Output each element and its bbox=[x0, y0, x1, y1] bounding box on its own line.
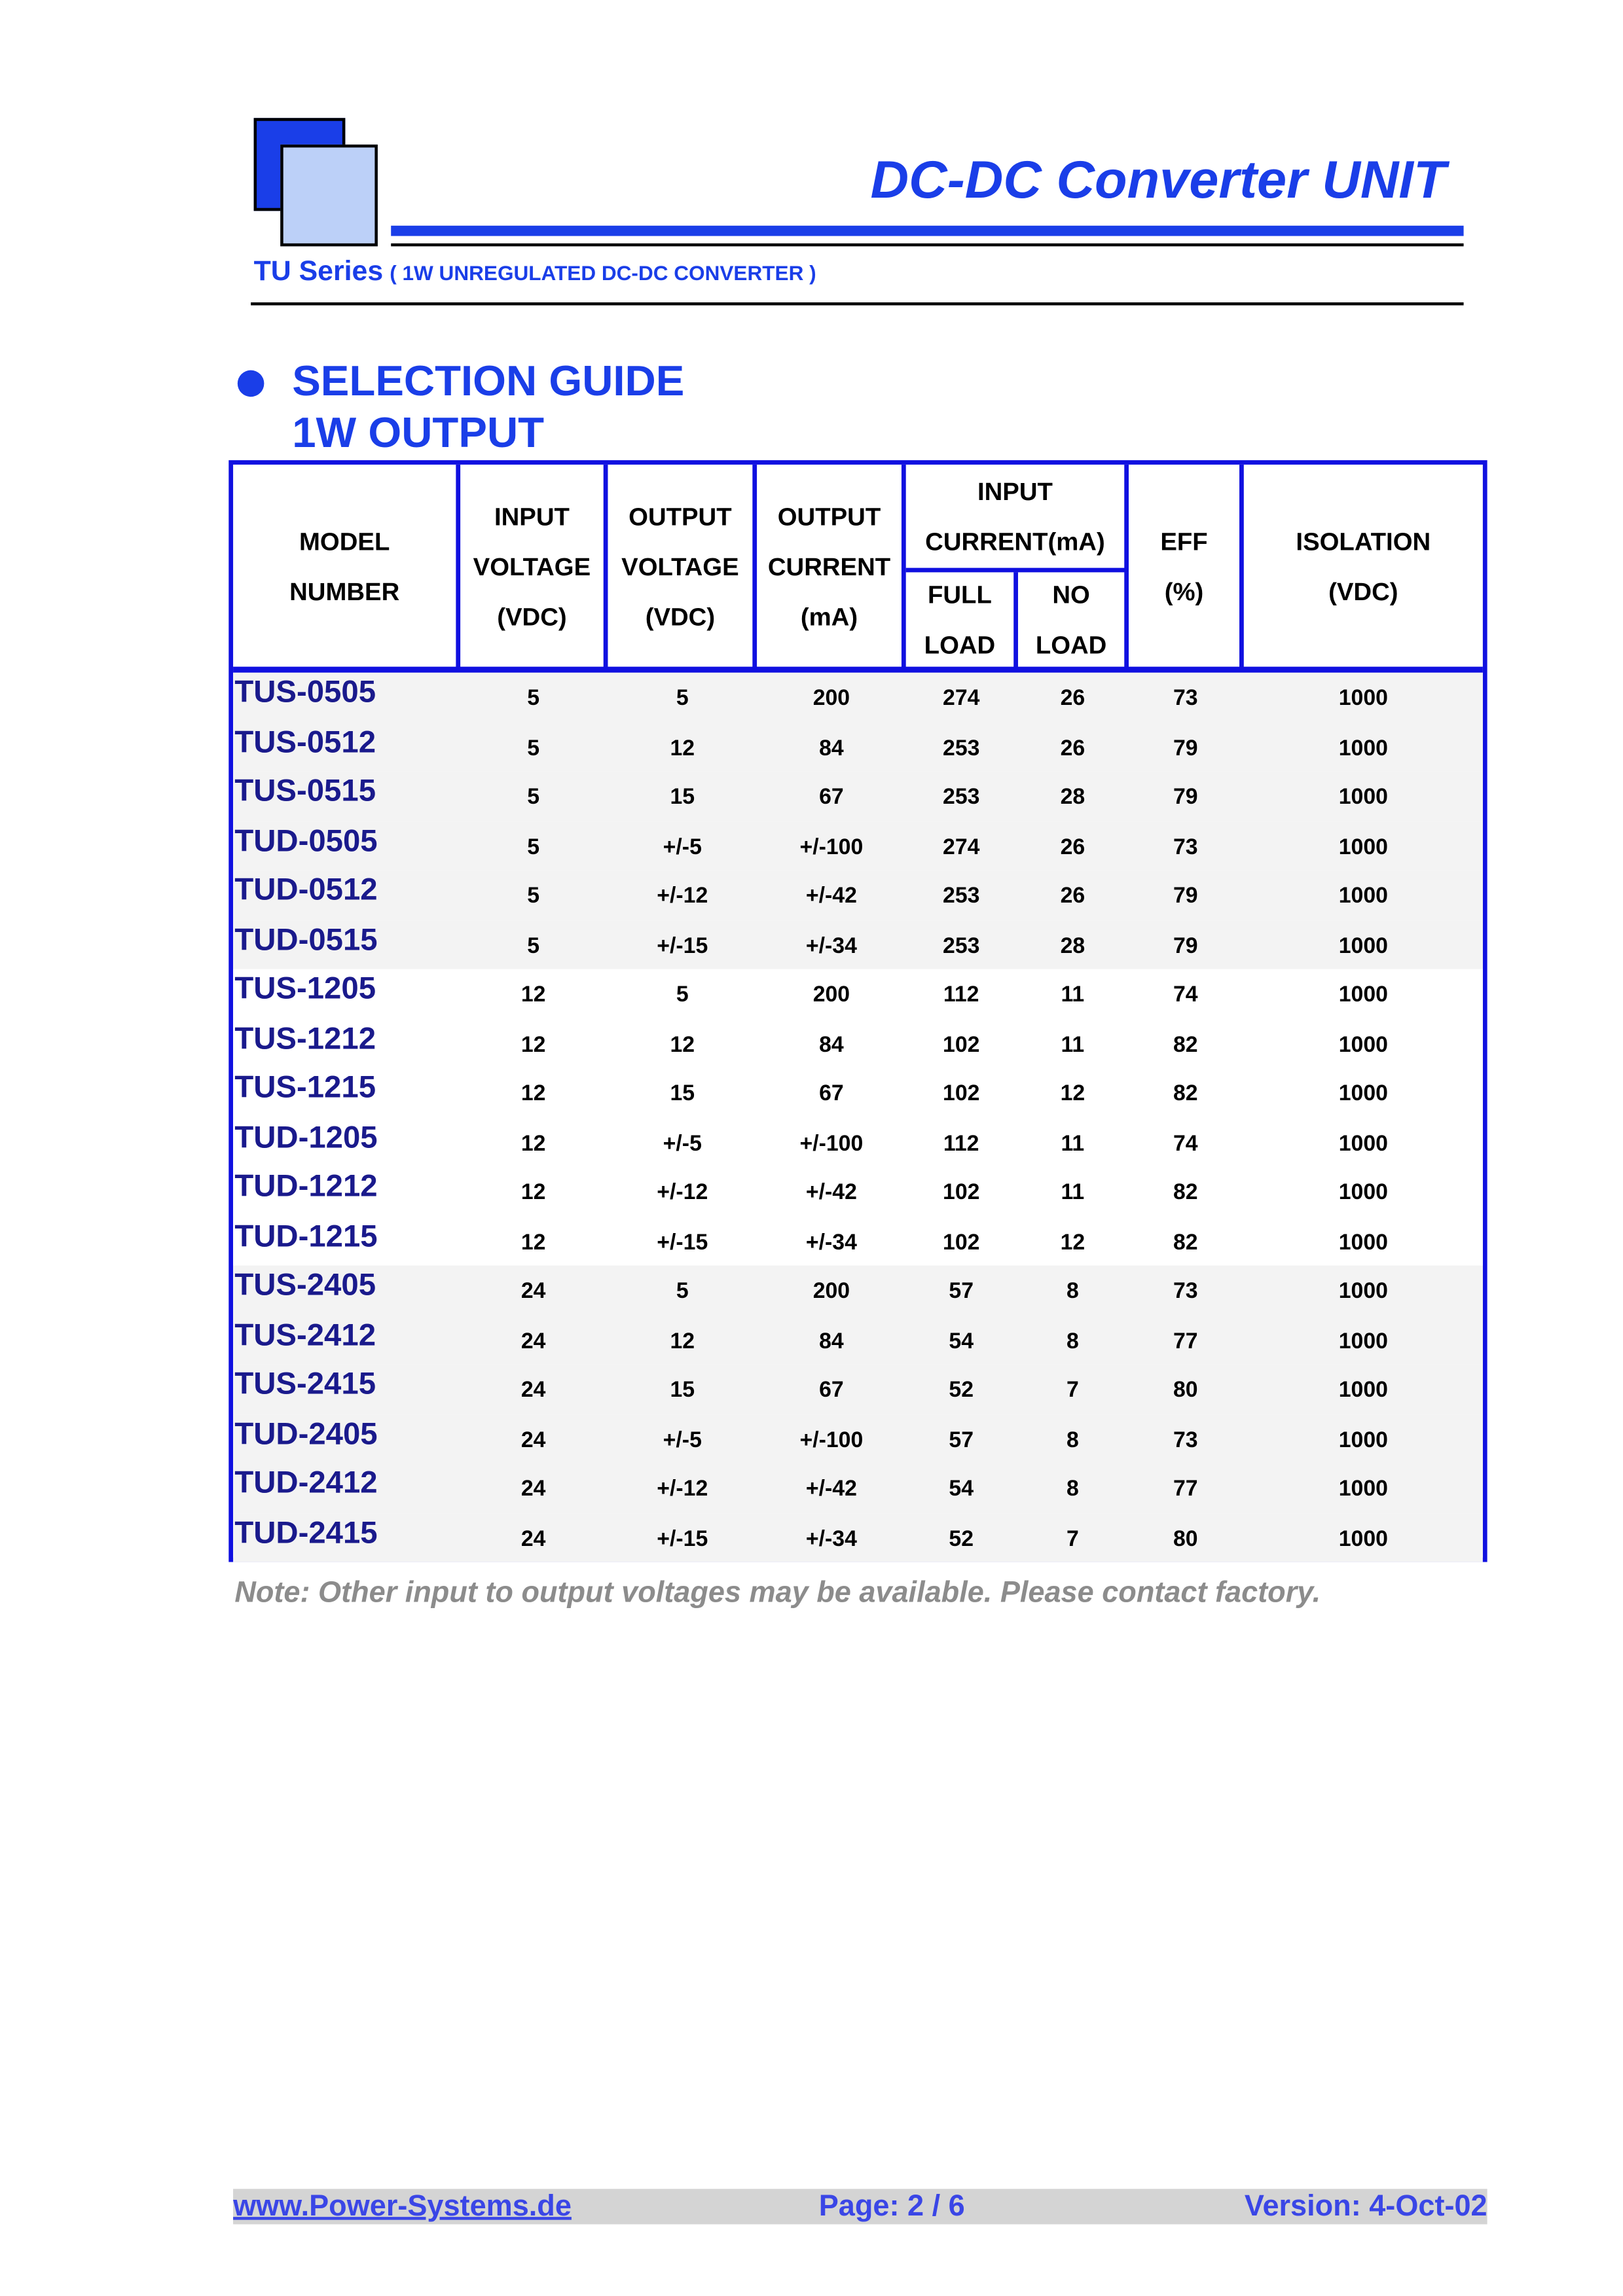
cell-model: TUD-0512 bbox=[234, 873, 378, 907]
cell-efficiency: 82 bbox=[1173, 1081, 1198, 1107]
cell-no-load-current: 26 bbox=[1060, 834, 1085, 859]
cell-input-voltage: 5 bbox=[527, 883, 540, 909]
cell-efficiency: 74 bbox=[1173, 982, 1198, 1008]
cell-no-load-current: 11 bbox=[1061, 1031, 1085, 1057]
cell-model: TUS-1212 bbox=[234, 1021, 376, 1056]
table-row bbox=[233, 1167, 1483, 1216]
cell-output-voltage: 12 bbox=[670, 735, 695, 761]
cell-isolation: 1000 bbox=[1338, 1031, 1388, 1057]
cell-output-current: +/-42 bbox=[805, 1476, 857, 1502]
cell-output-current: +/-100 bbox=[799, 834, 864, 859]
header-divider-line bbox=[233, 667, 1483, 673]
cell-full-load-current: 253 bbox=[943, 735, 980, 761]
cell-output-current: 200 bbox=[812, 982, 850, 1008]
header-divider bbox=[391, 243, 1463, 247]
cell-no-load-current: 12 bbox=[1060, 1229, 1085, 1255]
cell-isolation: 1000 bbox=[1338, 933, 1388, 958]
cell-no-load-current: 8 bbox=[1066, 1427, 1079, 1452]
cell-input-voltage: 24 bbox=[520, 1427, 546, 1452]
cell-efficiency: 79 bbox=[1173, 735, 1198, 761]
header-full-load: FULL LOAD bbox=[906, 572, 1018, 670]
cell-isolation: 1000 bbox=[1338, 1427, 1388, 1452]
cell-efficiency: 77 bbox=[1173, 1328, 1198, 1354]
cell-input-voltage: 5 bbox=[527, 834, 540, 859]
cell-isolation: 1000 bbox=[1338, 982, 1388, 1008]
cell-no-load-current: 12 bbox=[1060, 1081, 1085, 1107]
cell-no-load-current: 11 bbox=[1061, 1130, 1085, 1156]
cell-no-load-current: 26 bbox=[1060, 685, 1085, 711]
cell-model: TUS-1205 bbox=[234, 972, 376, 1006]
cell-efficiency: 79 bbox=[1173, 883, 1198, 909]
cell-model: TUD-2405 bbox=[234, 1416, 378, 1451]
cell-model: TUS-2405 bbox=[234, 1268, 376, 1302]
cell-efficiency: 73 bbox=[1173, 834, 1198, 859]
cell-efficiency: 73 bbox=[1173, 1278, 1198, 1304]
cell-model: TUD-1215 bbox=[234, 1219, 378, 1253]
table-row bbox=[233, 969, 1483, 1018]
cell-full-load-current: 112 bbox=[943, 1130, 979, 1156]
cell-model: TUD-2415 bbox=[234, 1515, 378, 1550]
cell-output-voltage: +/-15 bbox=[657, 1526, 708, 1551]
cell-isolation: 1000 bbox=[1338, 1229, 1388, 1255]
table-row bbox=[233, 821, 1483, 870]
cell-no-load-current: 28 bbox=[1060, 784, 1085, 810]
cell-efficiency: 79 bbox=[1173, 784, 1198, 810]
header-underline bbox=[251, 302, 1463, 306]
cell-isolation: 1000 bbox=[1338, 1278, 1388, 1304]
cell-efficiency: 82 bbox=[1173, 1031, 1198, 1057]
cell-input-voltage: 12 bbox=[520, 1031, 546, 1057]
cell-model: TUS-2412 bbox=[234, 1318, 376, 1352]
cell-output-current: 200 bbox=[812, 1278, 850, 1304]
cell-input-voltage: 5 bbox=[527, 735, 540, 761]
cell-input-voltage: 24 bbox=[520, 1328, 546, 1354]
cell-output-current: 84 bbox=[819, 735, 844, 761]
cell-no-load-current: 26 bbox=[1060, 883, 1085, 909]
cell-output-voltage: +/-12 bbox=[657, 1179, 708, 1206]
cell-output-voltage: 15 bbox=[670, 784, 695, 810]
cell-input-voltage: 24 bbox=[520, 1278, 546, 1304]
cell-output-current: 67 bbox=[819, 784, 844, 810]
cell-model: TUD-1212 bbox=[234, 1170, 378, 1204]
cell-efficiency: 74 bbox=[1173, 1130, 1198, 1156]
cell-output-voltage: +/-12 bbox=[657, 1476, 708, 1502]
cell-input-voltage: 12 bbox=[520, 1179, 546, 1206]
cell-input-voltage: 5 bbox=[527, 685, 540, 711]
cell-full-load-current: 54 bbox=[949, 1328, 974, 1354]
cell-full-load-current: 102 bbox=[943, 1179, 980, 1206]
version-label: Version: 4-Oct-02 bbox=[1244, 2190, 1487, 2223]
cell-full-load-current: 57 bbox=[949, 1278, 974, 1304]
cell-input-voltage: 5 bbox=[527, 784, 540, 810]
cell-output-current: +/-34 bbox=[805, 1526, 857, 1551]
cell-efficiency: 82 bbox=[1173, 1179, 1198, 1206]
table-row bbox=[233, 722, 1483, 771]
table-row bbox=[233, 1315, 1483, 1364]
cell-output-voltage: 15 bbox=[670, 1081, 695, 1107]
series-name: TU Series bbox=[253, 257, 384, 288]
header-output-current: OUTPUT CURRENT (mA) bbox=[757, 465, 906, 670]
cell-full-load-current: 274 bbox=[943, 685, 980, 711]
cell-output-voltage: +/-5 bbox=[663, 834, 702, 859]
cell-input-voltage: 24 bbox=[520, 1377, 546, 1403]
cell-model: TUS-0505 bbox=[234, 675, 376, 709]
table-row bbox=[233, 1463, 1483, 1513]
table-row bbox=[233, 870, 1483, 920]
table-row bbox=[233, 1117, 1483, 1166]
cell-full-load-current: 253 bbox=[943, 784, 980, 810]
table-row bbox=[233, 1513, 1483, 1562]
cell-full-load-current: 54 bbox=[949, 1476, 974, 1502]
cell-no-load-current: 11 bbox=[1061, 982, 1085, 1008]
cell-full-load-current: 274 bbox=[943, 834, 980, 859]
table-row bbox=[233, 1266, 1483, 1315]
cell-output-current: 84 bbox=[819, 1031, 844, 1057]
cell-output-current: +/-42 bbox=[805, 883, 857, 909]
cell-model: TUS-0515 bbox=[234, 774, 376, 808]
cell-output-current: +/-34 bbox=[805, 933, 857, 958]
cell-full-load-current: 57 bbox=[949, 1427, 974, 1452]
cell-output-current: +/-100 bbox=[799, 1427, 864, 1452]
bullet-icon bbox=[238, 370, 264, 397]
cell-output-current: +/-42 bbox=[805, 1179, 857, 1206]
cell-output-current: 200 bbox=[812, 685, 850, 711]
cell-input-voltage: 5 bbox=[527, 933, 540, 958]
logo-light-square bbox=[280, 145, 378, 246]
cell-output-current: 67 bbox=[819, 1377, 844, 1403]
header-blue-bar bbox=[391, 226, 1463, 236]
cell-no-load-current: 8 bbox=[1066, 1476, 1079, 1502]
table-row bbox=[233, 772, 1483, 821]
cell-no-load-current: 11 bbox=[1061, 1179, 1085, 1206]
cell-output-current: 84 bbox=[819, 1328, 844, 1354]
cell-isolation: 1000 bbox=[1338, 1081, 1388, 1107]
cell-input-voltage: 12 bbox=[520, 1081, 546, 1107]
cell-output-voltage: +/-15 bbox=[657, 933, 708, 958]
page-title: DC-DC Converter UNIT bbox=[870, 149, 1446, 210]
series-description: ( 1W UNREGULATED DC-DC CONVERTER ) bbox=[390, 260, 816, 285]
cell-no-load-current: 7 bbox=[1066, 1526, 1079, 1551]
cell-model: TUD-0505 bbox=[234, 823, 378, 858]
cell-full-load-current: 112 bbox=[943, 982, 979, 1008]
cell-model: TUS-0512 bbox=[234, 725, 376, 759]
header-isolation: ISOLATION (VDC) bbox=[1296, 527, 1431, 606]
header-output-voltage: OUTPUT VOLTAGE (VDC) bbox=[608, 465, 757, 670]
cell-efficiency: 77 bbox=[1173, 1476, 1198, 1502]
cell-output-voltage: +/-12 bbox=[657, 883, 708, 909]
footnote: Note: Other input to output voltages may be available. Please contact factory. bbox=[234, 1577, 1321, 1609]
table-row bbox=[233, 1018, 1483, 1067]
cell-isolation: 1000 bbox=[1338, 685, 1388, 711]
cell-efficiency: 80 bbox=[1173, 1526, 1198, 1551]
cell-output-voltage: 5 bbox=[676, 685, 689, 711]
cell-output-voltage: +/-5 bbox=[663, 1130, 702, 1156]
cell-input-voltage: 24 bbox=[520, 1476, 546, 1502]
cell-efficiency: 73 bbox=[1173, 685, 1198, 711]
series-heading bbox=[254, 257, 816, 289]
page-number: Page: 2 / 6 bbox=[818, 2190, 965, 2223]
cell-efficiency: 82 bbox=[1173, 1229, 1198, 1255]
cell-output-voltage: 12 bbox=[670, 1031, 695, 1057]
table-row bbox=[233, 920, 1483, 969]
header-model-number: MODEL NUMBER bbox=[233, 465, 460, 670]
cell-output-voltage: 15 bbox=[670, 1377, 695, 1403]
cell-full-load-current: 102 bbox=[943, 1081, 980, 1107]
cell-output-voltage: +/-15 bbox=[657, 1229, 708, 1255]
cell-isolation: 1000 bbox=[1338, 883, 1388, 909]
table-row bbox=[233, 1365, 1483, 1414]
cell-no-load-current: 28 bbox=[1060, 933, 1085, 958]
cell-full-load-current: 253 bbox=[943, 933, 980, 958]
cell-full-load-current: 253 bbox=[943, 883, 980, 909]
cell-isolation: 1000 bbox=[1338, 1476, 1388, 1502]
cell-input-voltage: 24 bbox=[520, 1526, 546, 1551]
cell-model: TUS-1215 bbox=[234, 1071, 376, 1105]
header-no-load: NO LOAD bbox=[1018, 572, 1129, 670]
cell-input-voltage: 12 bbox=[520, 1229, 546, 1255]
cell-isolation: 1000 bbox=[1338, 1130, 1388, 1156]
header-input-voltage: INPUT VOLTAGE (VDC) bbox=[460, 465, 608, 670]
cell-isolation: 1000 bbox=[1338, 1526, 1388, 1551]
table-row bbox=[233, 673, 1483, 722]
cell-model: TUD-2412 bbox=[234, 1466, 378, 1500]
cell-output-voltage: 5 bbox=[676, 1278, 689, 1304]
cell-isolation: 1000 bbox=[1338, 1377, 1388, 1403]
cell-isolation: 1000 bbox=[1338, 1179, 1388, 1206]
cell-output-current: +/-34 bbox=[805, 1229, 857, 1255]
cell-isolation: 1000 bbox=[1338, 834, 1388, 859]
cell-no-load-current: 8 bbox=[1066, 1278, 1079, 1304]
website-link[interactable]: www.Power-Systems.de bbox=[233, 2190, 572, 2223]
cell-isolation: 1000 bbox=[1338, 735, 1388, 761]
cell-model: TUD-0515 bbox=[234, 922, 378, 957]
cell-output-current: +/-100 bbox=[799, 1130, 864, 1156]
cell-efficiency: 80 bbox=[1173, 1377, 1198, 1403]
cell-efficiency: 79 bbox=[1173, 933, 1198, 958]
cell-no-load-current: 7 bbox=[1066, 1377, 1079, 1403]
cell-isolation: 1000 bbox=[1338, 784, 1388, 810]
cell-input-voltage: 12 bbox=[520, 982, 546, 1008]
cell-isolation: 1000 bbox=[1338, 1328, 1388, 1354]
cell-full-load-current: 52 bbox=[949, 1377, 974, 1403]
table-row bbox=[233, 1414, 1483, 1463]
cell-output-voltage: +/-5 bbox=[663, 1427, 702, 1452]
cell-full-load-current: 102 bbox=[943, 1229, 980, 1255]
cell-output-voltage: 5 bbox=[676, 982, 689, 1008]
cell-input-voltage: 12 bbox=[520, 1130, 546, 1156]
cell-model: TUS-2415 bbox=[234, 1367, 376, 1401]
header-input-current: INPUT CURRENT(mA) bbox=[906, 465, 1129, 573]
cell-full-load-current: 102 bbox=[943, 1031, 980, 1057]
cell-no-load-current: 8 bbox=[1066, 1328, 1079, 1354]
cell-output-current: 67 bbox=[819, 1081, 844, 1107]
cell-efficiency: 73 bbox=[1173, 1427, 1198, 1452]
section-subtitle: 1W OUTPUT bbox=[292, 410, 545, 457]
cell-no-load-current: 26 bbox=[1060, 735, 1085, 761]
table-row bbox=[233, 1216, 1483, 1265]
header-efficiency: EFF (%) bbox=[1129, 465, 1244, 670]
section-title: SELECTION GUIDE bbox=[292, 358, 685, 406]
selection-guide-table bbox=[228, 460, 1487, 1562]
cell-model: TUD-1205 bbox=[234, 1120, 378, 1155]
cell-full-load-current: 52 bbox=[949, 1526, 974, 1551]
cell-output-voltage: 12 bbox=[670, 1328, 695, 1354]
table-row bbox=[233, 1068, 1483, 1117]
